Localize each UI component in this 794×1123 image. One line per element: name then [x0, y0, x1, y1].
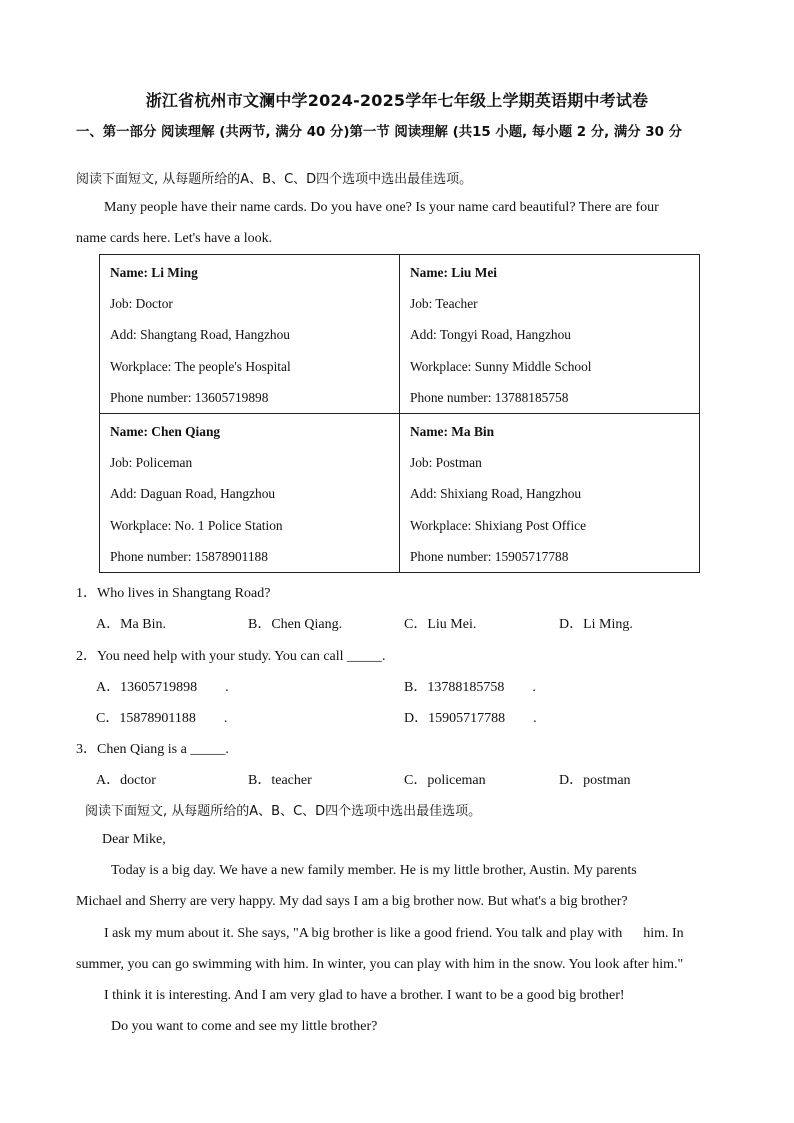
card-address: Add: Daguan Road, Hangzhou — [110, 486, 276, 502]
card-workplace: Workplace: Shixiang Post Office — [410, 517, 587, 533]
card-phone: Phone number: 15905717788 — [410, 548, 569, 564]
card-name: Name: Ma Bin — [410, 424, 495, 439]
question-3-stem: 3．Chen Qiang is a _____. — [76, 742, 229, 757]
instructions-1: 阅读下面短文, 从每题所给的A、B、C、D四个选项中选出最佳选项。 — [76, 172, 473, 187]
card-job: Job: Policeman — [110, 455, 193, 471]
name-card-chen-qiang — [100, 414, 400, 573]
card-workplace: Workplace: The people's Hospital — [110, 358, 291, 374]
card-address: Add: Shixiang Road, Hangzhou — [410, 486, 582, 502]
question-1-stem: 1．Who lives in Shangtang Road? — [76, 586, 271, 601]
card-phone: Phone number: 13605719898 — [110, 389, 269, 405]
passage-1-line-1: Many people have their name cards. Do you have one? Is your name card beautiful? There are four — [104, 200, 659, 215]
question-2-option-a[interactable]: A．13605719898 . — [96, 680, 229, 695]
question-3-option-d[interactable]: D．postman — [559, 773, 631, 788]
name-card-ma-bin — [400, 414, 700, 573]
card-job: Job: Postman — [410, 455, 482, 471]
card-workplace: Workplace: No. 1 Police Station — [110, 517, 283, 533]
section-heading: 一、第一部分 阅读理解 (共两节, 满分 40 分)第一节 阅读理解 (共15 小题, 每小题 2 分, 满分 30 分 — [76, 125, 682, 140]
question-3-option-a[interactable]: A．doctor — [96, 773, 156, 788]
card-phone: Phone number: 15878901188 — [110, 548, 268, 564]
letter-paragraph-1-line-2: Michael and Sherry are very happy. My dad says I am a big brother now. But what's a big brother? — [76, 894, 628, 909]
letter-paragraph-1-line-1: Today is a big day. We have a new family member. He is my little brother, Austin. My parents — [111, 863, 637, 878]
letter-paragraph-2-line-2: summer, you can go swimming with him. In winter, you can play with him in the snow. You look after him." — [76, 957, 684, 972]
instructions-2: 阅读下面短文, 从每题所给的A、B、C、D四个选项中选出最佳选项。 — [85, 804, 482, 819]
card-job: Job: Doctor — [110, 296, 173, 312]
card-name: Name: Liu Mei — [410, 265, 498, 280]
letter-greeting: Dear Mike, — [102, 832, 166, 847]
question-1-option-a[interactable]: A．Ma Bin. — [96, 617, 166, 632]
card-address: Add: Shangtang Road, Hangzhou — [110, 327, 291, 343]
passage-1-line-2: name cards here. Let's have a look. — [76, 231, 273, 246]
card-job: Job: Teacher — [410, 296, 478, 312]
name-card-liu-mei — [400, 255, 700, 414]
question-2-stem: 2．You need help with your study. You can call _____. — [76, 649, 386, 664]
question-1-option-c[interactable]: C．Liu Mei. — [404, 617, 477, 632]
card-phone: Phone number: 13788185758 — [410, 389, 569, 405]
letter-paragraph-2-line-1: I ask my mum about it. She says, "A big brother is like a good friend. You talk and play with him. In — [104, 926, 684, 941]
card-name: Name: Li Ming — [110, 265, 198, 280]
question-3-option-b[interactable]: B．teacher — [248, 773, 312, 788]
question-3-option-c[interactable]: C．policeman — [404, 773, 486, 788]
question-2-option-d[interactable]: D．15905717788 . — [404, 711, 537, 726]
letter-paragraph-4: Do you want to come and see my little brother? — [111, 1019, 378, 1034]
question-2-option-c[interactable]: C．15878901188 . — [96, 711, 228, 726]
question-2-option-b[interactable]: B．13788185758 . — [404, 680, 536, 695]
card-workplace: Workplace: Sunny Middle School — [410, 358, 592, 374]
card-name: Name: Chen Qiang — [110, 424, 221, 439]
page-title: 浙江省杭州市文澜中学2024-2025学年七年级上学期英语期中考试卷 — [145, 91, 649, 110]
letter-paragraph-3: I think it is interesting. And I am very glad to have a brother. I want to be a good big brother! — [104, 988, 625, 1003]
name-card-li-ming — [100, 255, 400, 414]
question-1-option-b[interactable]: B．Chen Qiang. — [248, 617, 343, 632]
question-1-option-d[interactable]: D．Li Ming. — [559, 617, 633, 632]
card-address: Add: Tongyi Road, Hangzhou — [410, 327, 571, 343]
name-card-table — [99, 254, 700, 573]
